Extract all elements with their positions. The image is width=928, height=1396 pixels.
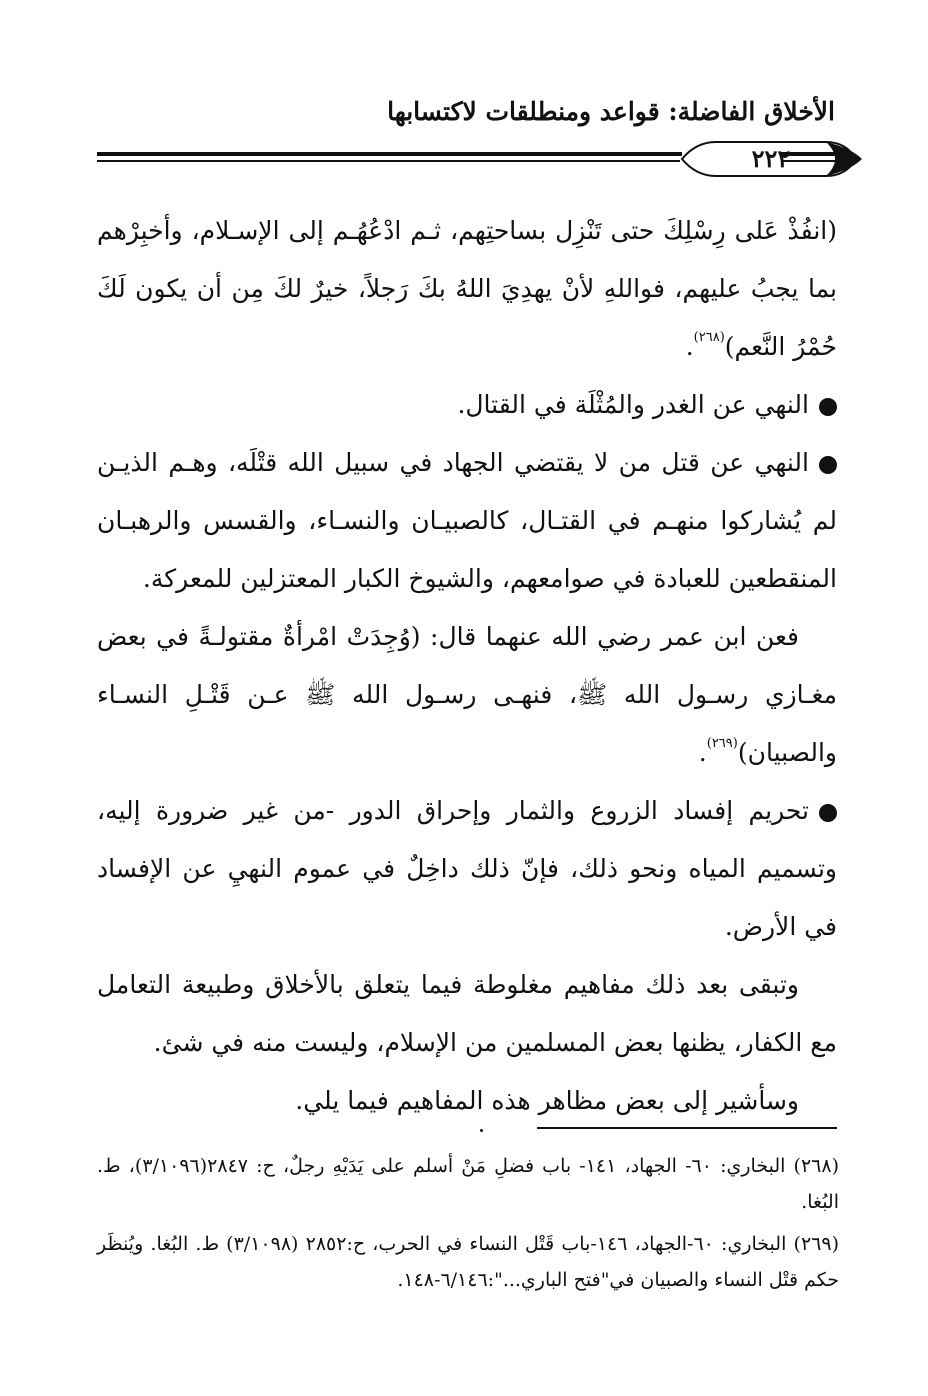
bullet-icon bbox=[819, 398, 837, 416]
footnote: (٢٦٩) البخاري: ٦٠-الجهاد، ١٤٦-باب قَتْل النساء في الحرب، ح:٢٨٥٢ (٣/١٠٩٨) ط. البُغا. ويُنظَر حكم قتْل النساء والصبيان في"فتح الباري...":٦/١٤٦-١٤٨. bbox=[97, 1233, 839, 1291]
hadith-paragraph bbox=[97, 608, 837, 782]
footnote-reference: (٢٦٨) bbox=[693, 330, 725, 345]
paragraph-text: وتبقى بعد ذلك مفاهيم مغلوطة فيما يتعلق بالأخلاق وطبيعة التعامل مع الكفار، يظنها بعض المسلمين من الإسلام، وليست منه في شئ. bbox=[97, 970, 837, 1057]
header-rule-line bbox=[97, 160, 680, 162]
paragraph-text: (انفُذْ عَلى رِسْلِكَ حتى تَنْزِل بساحتِهم، ثـم ادْعُهُـم إلى الإسـلام، وأخبِرْهم بما يجبُ عليهم، فواللهِ لأنْ يهدِيَ اللهُ بكَ رَجلاً، خيرٌ لكَ مِن أن يكون لَكَ حُمْرُ النَّعم) bbox=[97, 216, 837, 361]
page-number: ٢٢٢ bbox=[751, 144, 791, 173]
paragraph-text: وسأشير إلى بعض مظاهر هذه المفاهيم فيما يلي. bbox=[295, 1086, 799, 1115]
punctuation: . bbox=[685, 332, 694, 361]
bullet-text: النهي عن قتل من لا يقتضي الجهاد في سبيل الله قتْلَه، وهـم الذيـن لم يُشاركوا منهـم في القتـال، كالصبيـان والنسـاء، والقسس والرهبـان المنقطعين للعبادة في صوامعهم، والشيوخ الكبار المعتزلين للمعركة. bbox=[97, 448, 837, 593]
hadith-quote-paragraph bbox=[97, 202, 837, 376]
footnote: (٢٦٨) البخاري: ٦٠- الجهاد، ١٤١- باب فضلِ مَنْ أسلم على يَدَيْهِ رجلٌ، ح: ٢٨٤٧(٣/١٠٩٦)، ط. البُغا. bbox=[97, 1155, 840, 1213]
bullet-item bbox=[97, 434, 837, 608]
header-rule-line bbox=[97, 152, 682, 156]
bullet-icon bbox=[819, 456, 837, 474]
bullet-item bbox=[97, 782, 837, 956]
bullet-text: النهي عن الغدر والمُثْلَة في القتال. bbox=[457, 390, 809, 419]
paragraph bbox=[97, 956, 837, 1072]
bullet-icon bbox=[819, 804, 837, 822]
header-rule bbox=[97, 140, 839, 178]
footnote-reference: (٢٦٩) bbox=[706, 736, 738, 751]
bullet-text: تحريم إفساد الزروع والثمار وإحراق الدور -من غير ضرورة إليه، وتسميم المياه ونحو ذلك، فإنّ ذلك داخِلٌ في عموم النهيِ عن الإفساد في الأرض. bbox=[97, 796, 837, 941]
punctuation: . bbox=[698, 738, 707, 767]
paragraph-text: فعن ابن عمر رضي الله عنهما قال: (وُجِدَتْ امْرأةٌ مقتولـةً في بعض مغـازي رسـول الله ﷺ، فنهـى رسـول الله ﷺ عـن قَتْـلِ النسـاء والصبيان) bbox=[97, 622, 837, 767]
footnote-separator bbox=[537, 1127, 837, 1129]
bullet-item bbox=[97, 376, 837, 434]
page-number-ornament bbox=[676, 140, 868, 178]
paragraph bbox=[97, 1072, 837, 1130]
running-header-title: الأخلاق الفاضلة: قواعد ومنطلقات لاكتسابها bbox=[387, 97, 835, 126]
body-text bbox=[97, 202, 837, 1130]
footnotes bbox=[97, 1148, 839, 1304]
footnote-separator-dot bbox=[480, 1129, 483, 1132]
